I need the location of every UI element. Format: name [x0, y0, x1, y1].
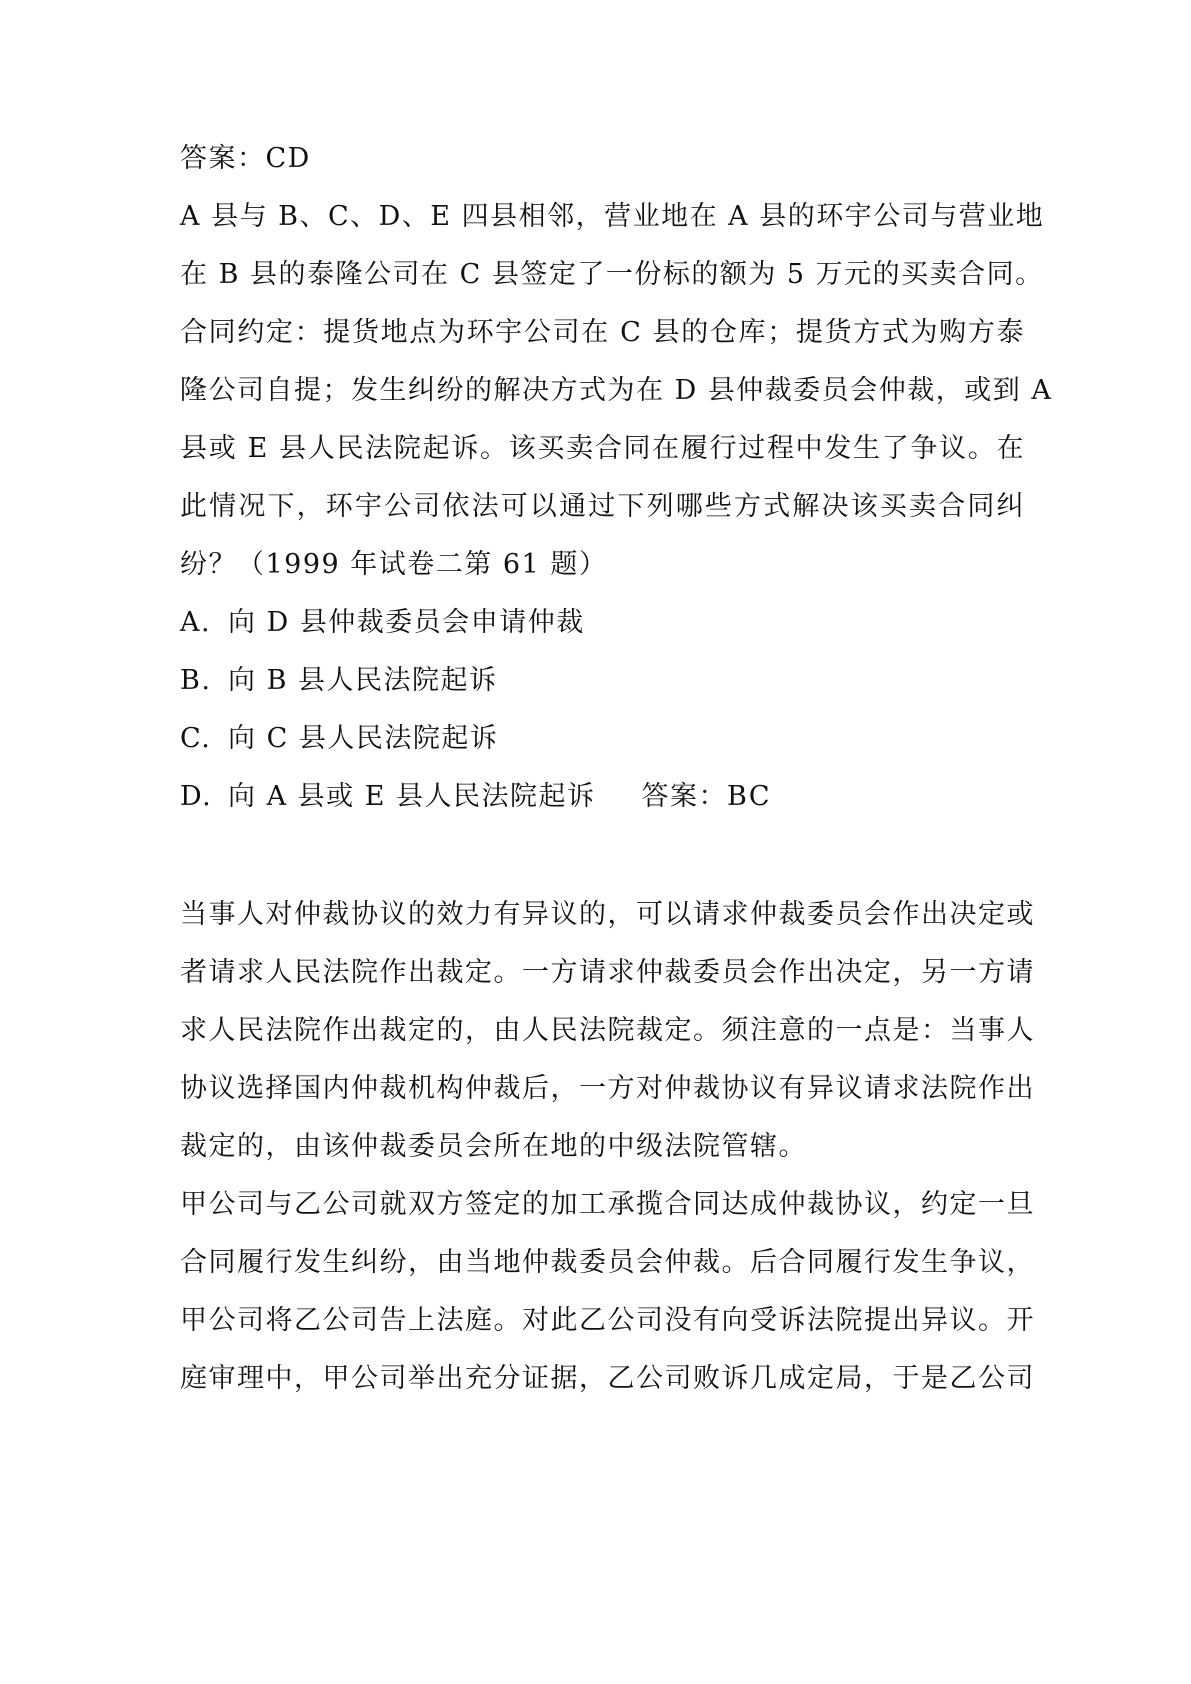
- option-text: 向 D 县仲裁委员会申请仲裁: [228, 607, 585, 638]
- option-item: [180, 719, 1025, 759]
- question-line: 合同约定：提货地点为环宇公司在 C 县的仓库；提货方式为购方泰: [180, 317, 1025, 348]
- option-letter: D.: [180, 781, 213, 812]
- question-line: A 县与 B、C、D、E 四县相邻，营业地在 A 县的环宇公司与营业地: [180, 201, 1045, 232]
- paragraph-line: 庭审理中，甲公司举出充分证据，乙公司败诉几成定局，于是乙公司: [180, 1363, 1035, 1394]
- question-line: 此情况下，环宇公司依法可以通过下列哪些方式解决该买卖合同纠: [180, 491, 1025, 522]
- paragraph-line: 者请求人民法院作出裁定。一方请求仲裁委员会作出决定，另一方请: [180, 957, 1035, 988]
- option-text: 向 A 县或 E 县人民法院起诉: [228, 781, 596, 812]
- answer-text: 答案：CD: [180, 143, 311, 174]
- paragraph-line: 协议选择国内仲裁机构仲裁后，一方对仲裁协议有异议请求法院作出: [180, 1073, 1035, 1104]
- question-line: 县或 E 县人民法院起诉。该买卖合同在履行过程中发生了争议。在: [180, 433, 1025, 464]
- option-letter: A.: [180, 607, 212, 638]
- paragraph-line: 求人民法院作出裁定的，由人民法院裁定。须注意的一点是：当事人: [180, 1015, 1035, 1046]
- option-text: 向 B 县人民法院起诉: [228, 665, 498, 696]
- option-letter: C.: [180, 723, 212, 754]
- paragraph-line: 甲公司与乙公司就双方签定的加工承揽合同达成仲裁协议，约定一旦: [180, 1189, 1035, 1220]
- question-line: 隆公司自提；发生纠纷的解决方式为在 D 县仲裁委员会仲裁，或到 A: [180, 375, 1053, 406]
- option-text: 向 C 县人民法院起诉: [228, 723, 499, 754]
- paragraph-line: 甲公司将乙公司告上法庭。对此乙公司没有向受诉法院提出异议。开: [180, 1305, 1035, 1336]
- paragraph-line: 当事人对仲裁协议的效力有异议的，可以请求仲裁委员会作出决定或: [180, 899, 1035, 930]
- paragraph-line: 裁定的，由该仲裁委员会所在地的中级法院管辖。: [180, 1131, 807, 1162]
- option-item: [180, 603, 1025, 643]
- answer-text: 答案：BC: [641, 781, 772, 812]
- paragraph-line: 合同履行发生纠纷，由当地仲裁委员会仲裁。后合同履行发生争议，: [180, 1247, 1035, 1278]
- option-item: [180, 661, 1025, 701]
- option-letter: B.: [180, 665, 212, 696]
- question-line: 纷？（1999 年试卷二第 61 题）: [180, 549, 608, 580]
- option-item: [180, 777, 1025, 817]
- question-line: 在 B 县的泰隆公司在 C 县签定了一份标的额为 5 万元的买卖合同。: [180, 259, 1044, 290]
